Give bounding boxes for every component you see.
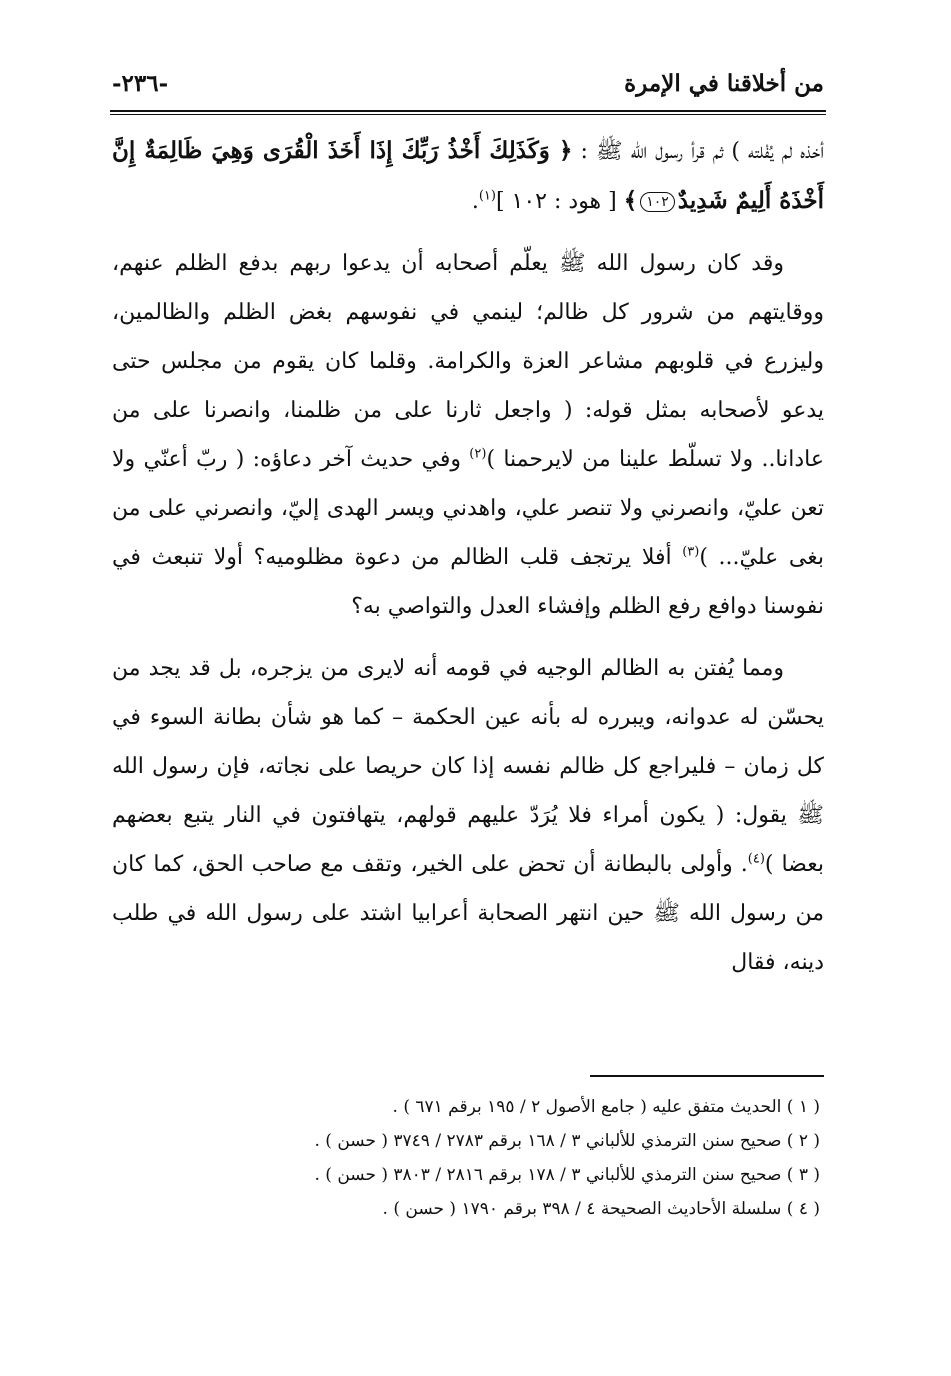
footnote-reference: (٣): [682, 544, 700, 560]
text-run: . وأولى بالبطانة أن تحض على الخير، وتقف مع صاحب الحق، كما كان من رسول الله ﷺ حين انتهر الصحابة أعرابيا اشتد على رسول الله في طلب دينه، فقال: [112, 852, 824, 975]
footnote-reference: (٢): [469, 446, 487, 462]
page-header: [112, 68, 824, 108]
header-rule: [110, 110, 826, 112]
paragraph-3: [112, 644, 824, 987]
text-run: .: [471, 189, 479, 214]
footnote-reference: (٤): [747, 851, 765, 867]
footnote-4: ( ٤ ) سلسلة الأحاديث الصحيحة ٤ / ٣٩٨ برقم ١٧٩٠ ( حسن ) .: [382, 1199, 820, 1219]
paragraph-1: [112, 126, 824, 226]
text-run: وقد كان رسول الله ﷺ يعلّم أصحابه أن يدعوا ربهم بدفع الظلم عنهم، ووقايتهم من شرور كل ظالم؛ لينمي في نفوسهم بغض الظلم والظالمين، وليزرع في قلوبهم مشاعر العزة والكرامة. وقلما كان يقوم من مجلس حتى يدعو لأصحابه بمثل قوله: ( واجعل ثارنا على من ظلمنا، وانصرنا على من عادانا.. ولا تسلّط علينا من لايرحمنا ): [112, 251, 824, 472]
text-run: أخذه لم يُفْلته ) ثم قرأ رسول الله ﷺ :: [572, 139, 824, 164]
paragraph-2: [112, 239, 824, 631]
quran-verse: ﴾: [623, 187, 638, 214]
footnote-reference: (١): [478, 188, 496, 204]
footnote-2: ( ٢ ) صحيح سنن الترمذي للألباني ٣ / ١٦٨ برقم ٢٧٨٣ / ٣٧٤٩ ( حسن ) .: [314, 1131, 820, 1151]
text-run: وفي حديث آخر دعاؤه: ( ربّ أعنّي ولا تعن عليّ، وانصرني ولا تنصر علي، واهدني ويسر الهدى إليّ، وانصرني على من بغى عليّ... ): [112, 447, 824, 570]
text-run: [ هود : ١٠٢ ]: [495, 189, 624, 214]
footnote-3: ( ٣ ) صحيح سنن الترمذي للألباني ٣ / ١٧٨ برقم ٢٨١٦ / ٣٨٠٣ ( حسن ) .: [314, 1165, 820, 1185]
text-run: أفلا يرتجف قلب الظالم من دعوة مظلوميه؟ أولا تنبعث في نفوسنا دوافع رفع الظلم وإفشاء العدل والتواصي به؟: [112, 545, 824, 619]
text-run: ومما يُفتن به الظالم الوجيه في قومه أنه لايرى من يزجره، بل قد يجد من يحسّن له عدوانه، ويبرره له بأنه عين الحكمة – كما هو شأن بطانة السوء في كل زمان – فليراجع كل ظالم نفسه إذا كان حريصا على نجاته، فإن رسول الله ﷺ يقول: ( يكون أمراء فلا يُرَدّ عليهم قولهم، يتهافتون في النار يتبع بعضهم بعضا ): [112, 656, 824, 877]
verse-number-marker: ١٠٢: [640, 192, 675, 212]
body-text: [112, 126, 824, 987]
page-number: -٢٣٦-: [112, 70, 169, 97]
footnote-1: ( ١ ) الحديث متفق عليه ( جامع الأصول ٢ / ١٩٥ برقم ٦٧١ ) .: [392, 1097, 820, 1117]
footnotes: [112, 1090, 824, 1226]
footnote-separator: [590, 1075, 824, 1077]
header-rule-thin: [110, 114, 826, 115]
running-title: من أخلاقنا في الإمرة: [624, 70, 824, 97]
quran-verse: ﴿ وَكَذَلِكَ أَخْذُ رَبِّكَ إِذَا أَخَذَ الْقُرَى وَهِيَ ظَالِمَةٌ إِنَّ أَخْذَهُ أَلِيمٌ شَدِيدٌ: [112, 137, 824, 214]
